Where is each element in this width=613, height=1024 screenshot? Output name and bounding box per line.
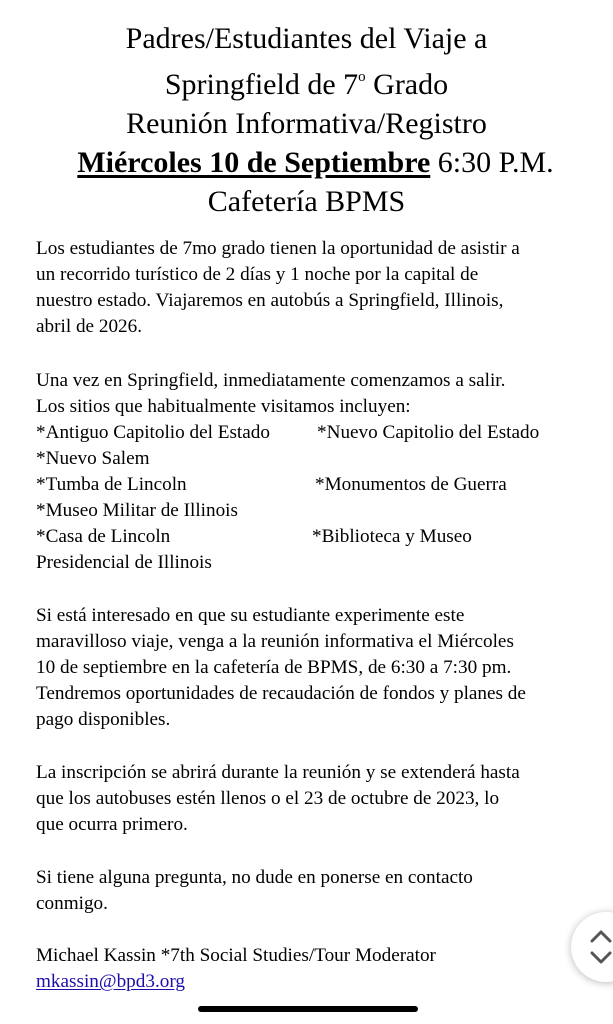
meeting-paragraph [36, 603, 596, 733]
signature-block [36, 943, 596, 995]
email-link[interactable]: mkassin@bpd3.org [36, 971, 185, 992]
meeting-time: 6:30 P.M. [430, 146, 554, 179]
sites-intro-line: Los sitios que habitualmente visitamos incluyen: [36, 396, 411, 417]
site-item: *Antiguo Capitolio del Estado [36, 422, 270, 443]
home-indicator-bar[interactable] [198, 1006, 418, 1012]
signature-name: Michael Kassin *7th Social Studies/Tour Moderator [36, 945, 436, 966]
flyer-title [0, 0, 613, 221]
site-item: *Biblioteca y Museo [312, 526, 472, 547]
questions-line: Si tiene alguna pregunta, no dude en ponerse en contacto [36, 867, 473, 888]
registration-line: que los autobuses estén llenos o el 23 de octubre de 2023, lo [36, 788, 500, 809]
questions-paragraph [36, 865, 596, 917]
meeting-date: Miércoles 10 de Septiembre [77, 146, 431, 179]
intro-line: nuestro estado. Viajaremos en autobús a Springfield, Illinois, [36, 290, 504, 311]
site-item: *Museo Militar de Illinois [36, 500, 238, 521]
site-item: *Tumba de Lincoln [36, 474, 187, 495]
meeting-line: maravilloso viaje, venga a la reunión informativa el Miércoles [36, 631, 514, 652]
site-item: *Casa de Lincoln [36, 526, 171, 547]
site-row [36, 420, 596, 446]
title-date-line [0, 143, 613, 182]
intro-line: abril de 2026. [36, 316, 143, 337]
title-line-1: Padres/Estudiantes del Viaje a [125, 22, 488, 55]
chevron-up-down-icon [588, 927, 613, 967]
signature-email-line [36, 969, 596, 995]
title-grade-end: Grado [365, 68, 449, 101]
intro-paragraph [36, 236, 596, 340]
meeting-location: Cafetería BPMS [207, 185, 406, 218]
site-item-continued: Presidencial de Illinois [36, 552, 212, 573]
site-item: *Monumentos de Guerra [315, 474, 507, 495]
site-row [36, 524, 596, 550]
title-grade-text: Springfield de 7 [164, 68, 359, 101]
questions-line: conmigo. [36, 893, 108, 914]
registration-line: que ocurra primero. [36, 814, 188, 835]
meeting-line: pago disponibles. [36, 709, 171, 730]
title-grade-superscript: o [358, 69, 366, 85]
intro-line: un recorrido turístico de 2 días y 1 noche por la capital de [36, 264, 479, 285]
registration-line: La inscripción se abrirá durante la reunión y se extenderá hasta [36, 762, 520, 783]
title-line-2 [0, 58, 613, 104]
site-row [36, 498, 596, 524]
intro-line: Los estudiantes de 7mo grado tienen la oportunidad de asistir a [36, 238, 520, 259]
site-item: *Nuevo Salem [36, 448, 150, 469]
meeting-line: 10 de septiembre en la cafetería de BPMS, de 6:30 a 7:30 pm. [36, 657, 512, 678]
sites-paragraph [36, 368, 596, 576]
registration-paragraph [36, 760, 596, 838]
sites-intro-line: Una vez en Springfield, inmediatamente comenzamos a salir. [36, 370, 506, 391]
meeting-line: Tendremos oportunidades de recaudación de fondos y planes de [36, 683, 526, 704]
site-row [36, 446, 596, 472]
meeting-line: Si está interesado en que su estudiante experimente este [36, 605, 465, 626]
site-item: *Nuevo Capitolio del Estado [317, 422, 540, 443]
title-line-3: Reunión Informativa/Registro [126, 107, 487, 140]
site-row [36, 472, 596, 498]
